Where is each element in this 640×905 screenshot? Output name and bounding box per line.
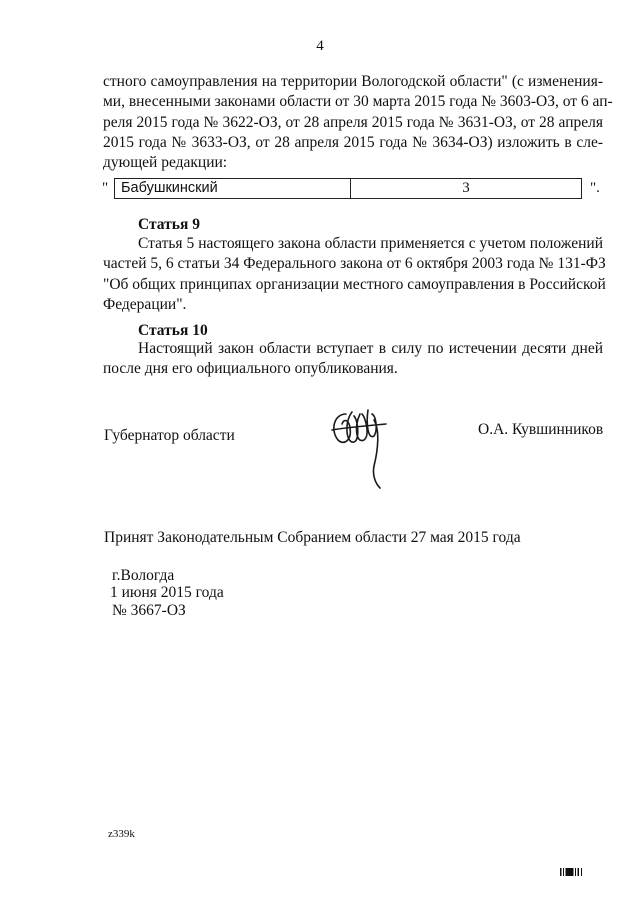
district-value-cell: 3 bbox=[462, 180, 470, 196]
article-10-line: после дня его официального опубликования. bbox=[103, 360, 398, 378]
signatory-position: Губернатор области bbox=[104, 427, 235, 444]
intro-line: реля 2015 года № 3622-ОЗ, от 28 апреля 2015 года № 3631-ОЗ, от 28 апреля bbox=[103, 113, 603, 131]
article-9-line: частей 5, 6 статьи 34 Федерального закона от 6 октября 2003 года № 131-ФЗ bbox=[103, 255, 606, 273]
article-9-text bbox=[103, 234, 606, 315]
district-table-row bbox=[114, 178, 582, 199]
document-code: z339k bbox=[108, 828, 135, 840]
signatory-name: О.А. Кувшинников bbox=[478, 421, 604, 438]
law-number: № 3667-ОЗ bbox=[112, 602, 186, 619]
adoption-statement: Принят Законодательным Собранием области 27 мая 2015 года bbox=[104, 529, 521, 546]
article-10-line: Настоящий закон области вступает в силу по истечении десяти дней bbox=[138, 340, 603, 357]
signing-date: 1 июня 2015 года bbox=[110, 584, 224, 601]
table-close-quote: ". bbox=[590, 180, 600, 196]
article-9-line: Статья 5 настоящего закона области применяется с учетом положений bbox=[138, 235, 603, 252]
table-open-quote: " bbox=[102, 180, 109, 196]
barcode-mark bbox=[560, 868, 586, 876]
intro-line: дующей редакции: bbox=[103, 154, 228, 172]
article-10-heading: Статья 10 bbox=[138, 322, 208, 339]
article-10-text bbox=[103, 339, 603, 380]
article-9-line: "Об общих принципах организации местного самоуправления в Российской bbox=[103, 275, 606, 293]
signing-place: г.Вологда bbox=[112, 567, 175, 584]
handwritten-signature bbox=[324, 400, 394, 490]
district-name-cell: Бабушкинский bbox=[115, 179, 351, 198]
page-number: 4 bbox=[316, 38, 324, 54]
article-9-line: Федерации". bbox=[103, 295, 187, 313]
intro-paragraph bbox=[103, 72, 613, 173]
intro-line: 2015 года № 3633-ОЗ, от 28 апреля 2015 года № 3634-ОЗ) изложить в сле- bbox=[103, 133, 603, 151]
intro-line: стного самоуправления на территории Вологодской области" (с изменения- bbox=[103, 73, 603, 90]
article-9-heading: Статья 9 bbox=[138, 216, 200, 233]
intro-line: ми, внесенными законами области от 30 марта 2015 года № 3603-ОЗ, от 6 ап- bbox=[103, 93, 613, 111]
